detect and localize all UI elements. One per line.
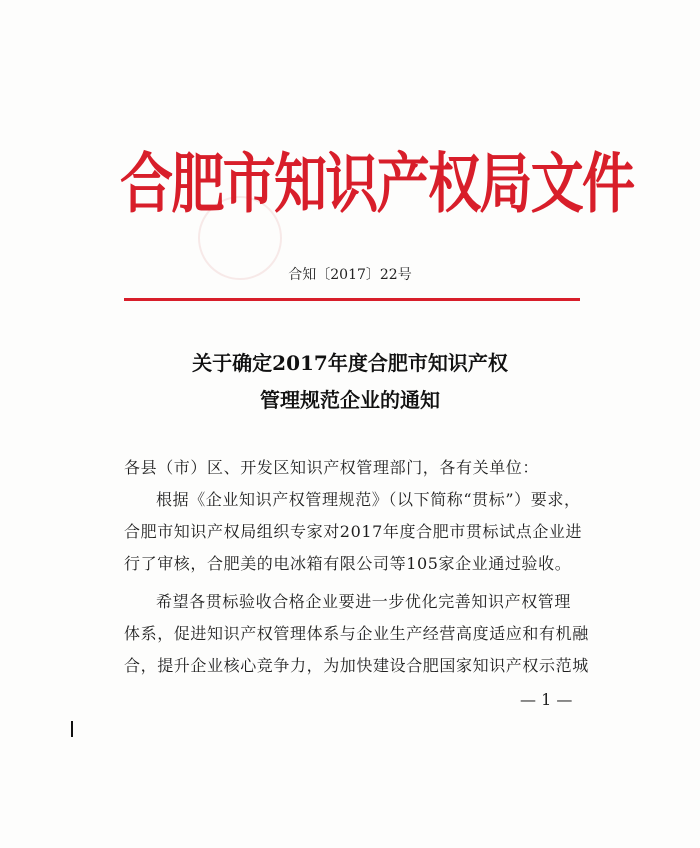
notice-title-line-1: 关于确定2017年度合肥市知识产权 [192, 351, 508, 375]
scan-edge-mark [71, 721, 73, 737]
body-line: 体系，促进知识产权管理体系与企业生产经营高度适应和有机融 [124, 624, 589, 643]
issuer-heading: 合肥市知识产权局文件 [120, 146, 634, 223]
body-line: 希望各贯标验收合格企业要进一步优化完善知识产权管理 [156, 592, 572, 611]
red-separator-rule [124, 298, 580, 301]
body-line: 行了审核，合肥美的电冰箱有限公司等105家企业通过验收。 [124, 554, 572, 573]
body-line: 根据《企业知识产权管理规范》（以下简称“贯标”）要求， [156, 490, 581, 509]
addressee-line: 各县（市）区、开发区知识产权管理部门，各有关单位： [124, 458, 540, 477]
body-line: 合，提升企业核心竞争力，为加快建设合肥国家知识产权示范城 [124, 656, 589, 675]
body-line: 合肥市知识产权局组织专家对2017年度合肥市贯标试点企业进 [124, 522, 583, 541]
page-number: — 1 — [520, 690, 573, 709]
document-number: 合知〔2017〕22号 [288, 267, 412, 283]
notice-title-line-2: 管理规范企业的通知 [260, 388, 440, 412]
